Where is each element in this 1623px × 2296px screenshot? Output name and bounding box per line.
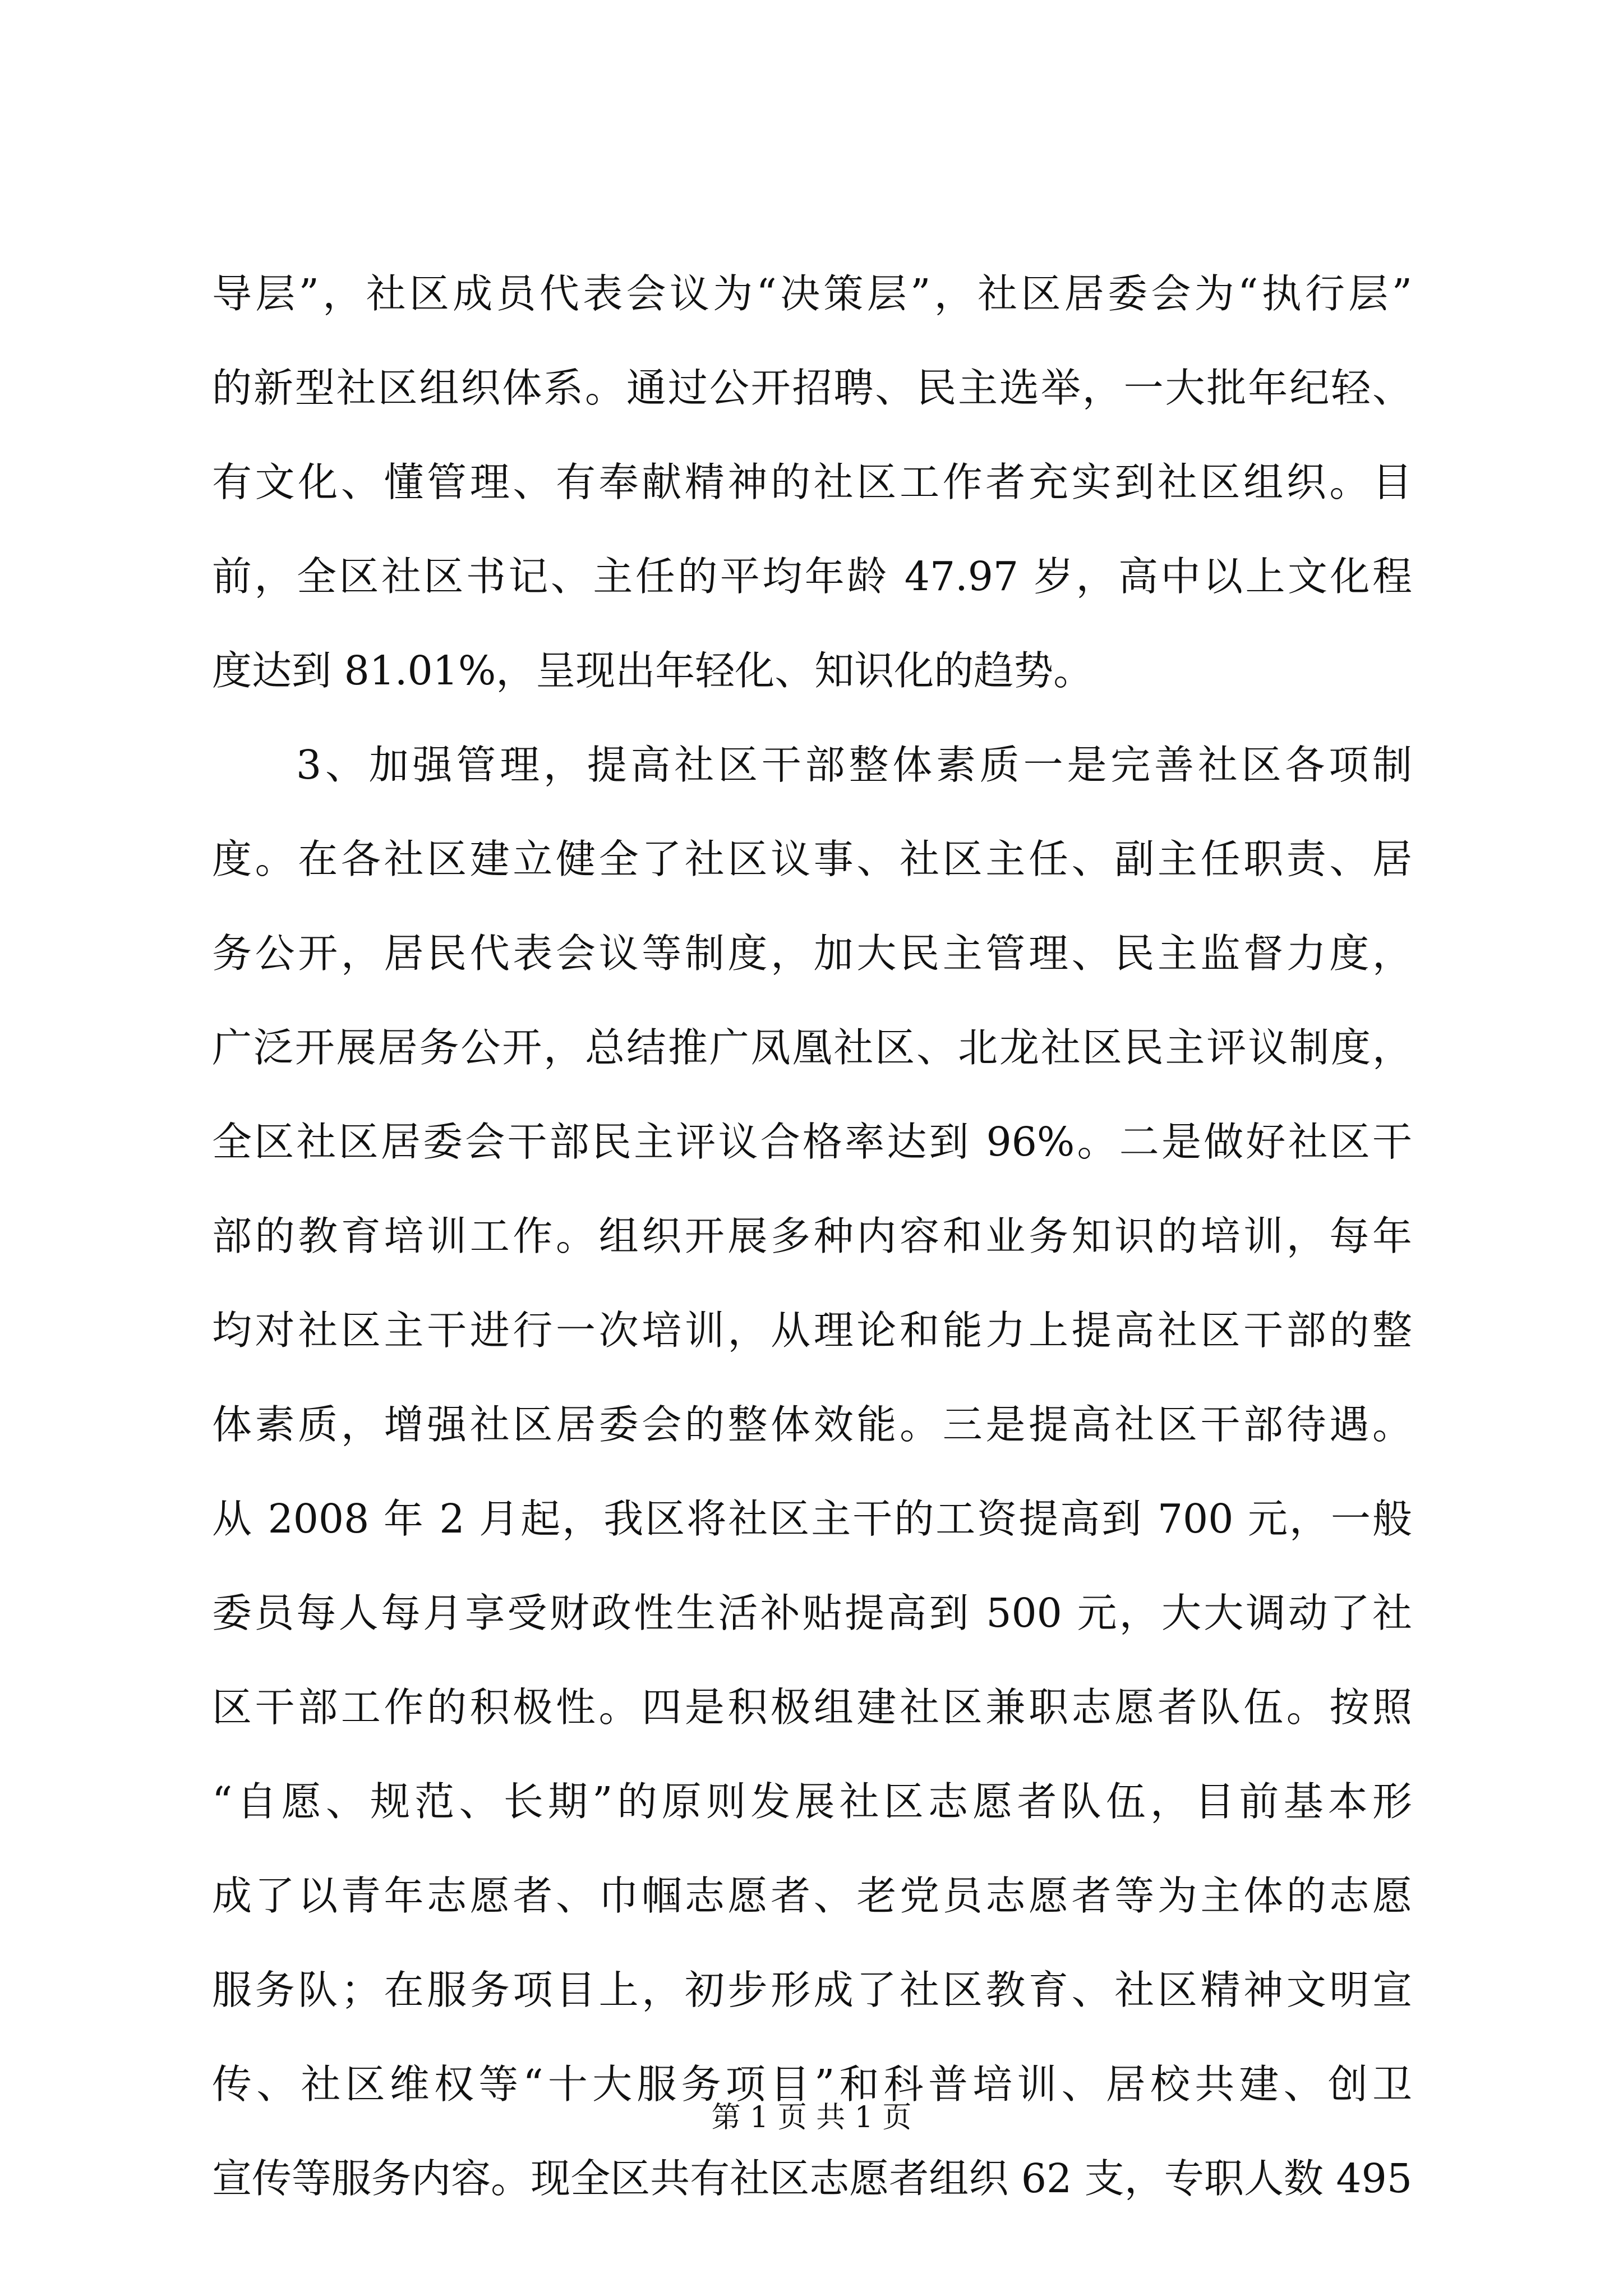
text-line: 度。在各社区建立健全了社区议事、社区主任、副主任职责、居 [212,836,1412,882]
text-line: 区干部工作的积极性。四是积极组建社区兼职志愿者队伍。按照 [212,1684,1412,1731]
paragraph-1 [212,247,1412,718]
text-line: 度达到 81.01%，呈现出年轻化、知识化的趋势。 [212,647,1094,694]
text-line: 全区社区居委会干部民主评议合格率达到 96%。二是做好社区干 [212,1119,1412,1165]
text-line: 广泛开展居务公开，总结推广凤凰社区、北龙社区民主评议制度， [212,1024,1412,1071]
text-line: 均对社区主干进行一次培训，从理论和能力上提高社区干部的整 [212,1307,1412,1354]
text-line: 委员每人每月享受财政性生活补贴提高到 500 元，大大调动了社 [212,1590,1412,1636]
text-line: 服务队；在服务项目上，初步形成了社区教育、社区精神文明宣 [212,1967,1412,2013]
document-body [212,247,1412,2226]
text-line: 体素质，增强社区居委会的整体效能。三是提高社区干部待遇。 [212,1401,1412,1448]
text-line: 成了以青年志愿者、巾帼志愿者、老党员志愿者等为主体的志愿 [212,1872,1412,1919]
text-line: 3、加强管理，提高社区干部整体素质一是完善社区各项制 [296,742,1412,788]
text-line: 务公开，居民代表会议等制度，加大民主管理、民主监督力度， [212,930,1412,977]
text-line: 传、社区维权等“十大服务项目”和科普培训、居校共建、创卫 [212,2061,1412,2108]
text-line: 宣传等服务内容。现全区共有社区志愿者组织 62 支，专职人数 495 [212,2155,1412,2202]
text-line: 有文化、懂管理、有奉献精神的社区工作者充实到社区组织。目 [212,459,1412,505]
text-line: 的新型社区组织体系。通过公开招聘、民主选举，一大批年纪轻、 [212,365,1412,411]
text-line: 从 2008 年 2 月起，我区将社区主干的工资提高到 700 元，一般 [212,1496,1412,1542]
text-line: 导层”，社区成员代表会议为“决策层”，社区居委会为“执行层” [212,270,1412,317]
paragraph-2 [212,718,1412,2226]
text-line: 部的教育培训工作。组织开展多种内容和业务知识的培训，每年 [212,1213,1412,1259]
text-line: “自愿、规范、长期”的原则发展社区志愿者队伍，目前基本形 [212,1778,1412,1825]
page-footer: 第 1 页 共 1 页 [711,2101,912,2134]
text-line: 前，全区社区书记、主任的平均年龄 47.97 岁，高中以上文化程 [212,553,1412,600]
